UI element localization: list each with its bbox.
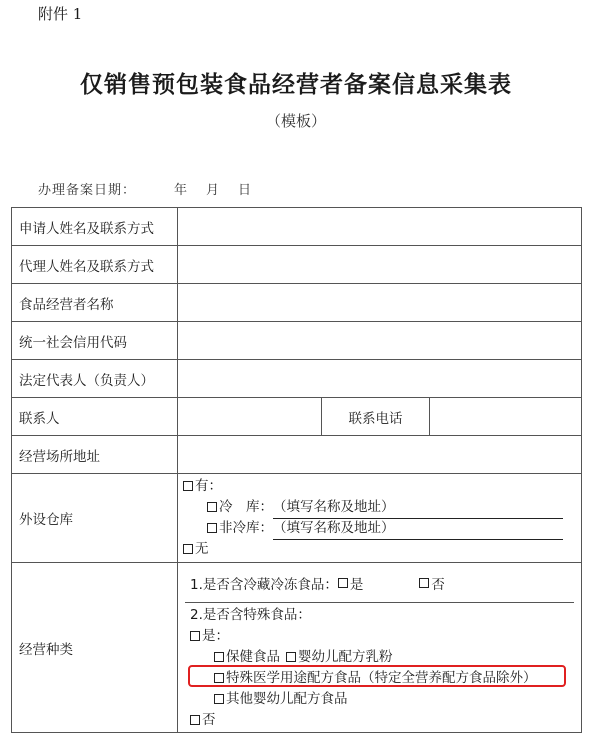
checkbox-warehouse-yes[interactable]: [183, 481, 193, 491]
checkbox-special-no[interactable]: [190, 715, 200, 725]
checkbox-cold-storage[interactable]: [207, 502, 217, 512]
checkbox-special-yes[interactable]: [190, 631, 200, 641]
cold-storage-field[interactable]: （填写名称及地址）: [273, 497, 563, 519]
checkbox-other-infant[interactable]: [214, 694, 224, 704]
date-month: 月: [206, 183, 221, 198]
special-food-q-label: 2.是否含特殊食品：: [190, 606, 311, 623]
special-food-no-option[interactable]: 否: [190, 710, 569, 731]
checkbox-infant-formula[interactable]: [286, 652, 296, 662]
special-food-yes-option[interactable]: 是：: [190, 626, 569, 647]
checkbox-warehouse-no[interactable]: [183, 544, 193, 554]
label-applicant: 申请人姓名及联系方式: [12, 208, 178, 246]
frozen-question: 1.是否含冷藏冷冻食品： 是 否: [185, 565, 574, 603]
row-legal-rep: [12, 360, 582, 398]
health-infant-line: 保健食品 婴幼儿配方乳粉: [190, 647, 569, 668]
label-agent: 代理人姓名及联系方式: [12, 246, 178, 284]
label-warehouse: 外设仓库: [12, 474, 178, 563]
input-address[interactable]: [178, 436, 582, 474]
label-legal-rep: 法定代表人（负责人）: [12, 360, 178, 398]
cold-storage-line: 冷 库：（填写名称及地址）: [183, 497, 576, 518]
attachment-label: 附件 1: [38, 5, 83, 23]
row-warehouse: [12, 474, 582, 563]
date-year: 年: [174, 183, 189, 198]
input-agent[interactable]: [178, 246, 582, 284]
filing-date-label: 办理备案日期：: [38, 183, 137, 198]
form-title: 仅销售预包装食品经营者备案信息采集表: [80, 71, 512, 98]
checkbox-frozen-no[interactable]: [419, 578, 429, 588]
noncold-storage-field[interactable]: （填写名称及地址）: [273, 518, 563, 540]
row-contact: [12, 398, 582, 436]
input-business-name[interactable]: [178, 284, 582, 322]
label-category: 经营种类: [12, 563, 178, 733]
warehouse-options: [178, 474, 582, 563]
label-credit-code: 统一社会信用代码: [12, 322, 178, 360]
input-contact[interactable]: [178, 398, 322, 436]
row-agent: [12, 246, 582, 284]
input-applicant[interactable]: [178, 208, 582, 246]
label-business-name: 食品经营者名称: [12, 284, 178, 322]
category-options: [178, 563, 582, 733]
input-contact-phone[interactable]: [430, 398, 582, 436]
warehouse-no-option[interactable]: 无: [183, 539, 576, 560]
filing-form-table: [11, 207, 582, 733]
other-infant-line: 其他婴幼儿配方食品: [190, 689, 569, 710]
special-food-question: [185, 603, 574, 731]
row-category: [12, 563, 582, 733]
filing-date-line: [38, 179, 252, 198]
checkbox-health-food[interactable]: [214, 652, 224, 662]
checkbox-frozen-yes[interactable]: [338, 578, 348, 588]
label-contact-phone: 联系电话: [322, 398, 430, 436]
row-business-name: [12, 284, 582, 322]
date-day: 日: [238, 183, 253, 198]
input-credit-code[interactable]: [178, 322, 582, 360]
row-applicant: [12, 208, 582, 246]
noncold-storage-line: 非冷库：（填写名称及地址）: [183, 518, 576, 539]
row-address: [12, 436, 582, 474]
label-contact: 联系人: [12, 398, 178, 436]
medical-food-line: 特殊医学用途配方食品（特定全营养配方食品除外）: [190, 668, 569, 689]
checkbox-noncold-storage[interactable]: [207, 523, 217, 533]
input-legal-rep[interactable]: [178, 360, 582, 398]
checkbox-medical-food[interactable]: [214, 673, 224, 683]
label-address: 经营场所地址: [12, 436, 178, 474]
row-credit-code: [12, 322, 582, 360]
warehouse-yes-option[interactable]: 有：: [183, 476, 576, 497]
form-subtitle: （模板）: [265, 112, 326, 130]
